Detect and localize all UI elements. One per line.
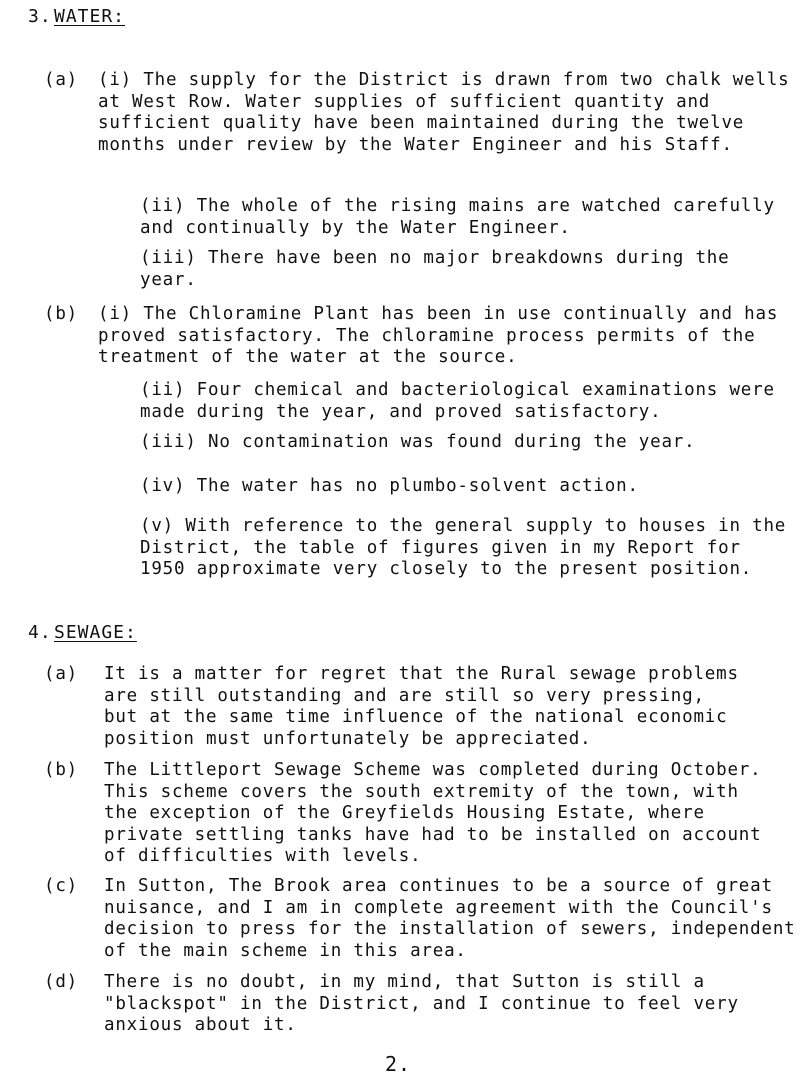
item-3b-v: (v) With reference to the general supply to houses in the District, the table of figures given in my Report for 1950 approximate very closely to the present position. [140,516,787,579]
paragraph-4a [44,664,744,754]
item-3b-iv: (iv) The water has no plumbo-solvent action. [140,476,639,496]
paragraph-4c [44,876,796,966]
item-3a-iii: (iii) There have been no major breakdowns during the year. [140,248,730,290]
item-3b-iii: (iii) No contamination was found during the year. [140,432,696,452]
paragraph-letter: (b) [44,304,79,324]
paragraph-4b [44,760,784,872]
section-number: 4. [28,622,52,643]
paragraph-text: The Littleport Sewage Scheme was completed during October. This scheme covers the south extremity of the town, with the exception of the Greyfields Housing Estate, where private settling tanks have had to be installed on account of difficulties with levels. [104,760,762,866]
paragraph-text: There is no doubt, in my mind, that Sutton is still a "blackspot" in the District, and I continue to feel very anxious about it. [104,972,739,1035]
paragraph-letter: (d) [44,972,79,992]
paragraph-letter: (a) [44,70,79,90]
section-title: WATER: [54,6,126,27]
item-3b-i: (i) The Chloramine Plant has been in use continually and has proved satisfactory. The chloramine process permits of the treatment of the water at the source. [98,304,779,367]
paragraph-letter: (a) [44,664,79,684]
item-3a-ii: (ii) The whole of the rising mains are watched carefully and continually by the Water Engineer. [140,196,775,238]
page-number: 2. [385,1052,412,1076]
paragraph-text: In Sutton, The Brook area continues to be a source of great nuisance, and I am in complete agreement with the Council's decision to press for the installation of sewers, independent of the main scheme in this area. [104,876,796,961]
section-heading-water [28,6,125,27]
section-number: 3. [28,6,52,27]
item-3b-ii: (ii) Four chemical and bacteriological examinations were made during the year, and proved satisfactory. [140,380,775,422]
paragraph-letter: (c) [44,876,79,896]
section-heading-sewage [28,622,137,643]
paragraph-letter: (b) [44,760,79,780]
paragraph-text: It is a matter for regret that the Rural sewage problems are still outstanding and are still so very pressing, but at the same time influence of the national economic position must unfortunately be appreciated. [104,664,739,749]
paragraph-4d [44,972,796,1042]
section-title: SEWAGE: [54,622,137,643]
item-3a-i: (i) The supply for the District is drawn from two chalk wells at West Row. Water supplies of sufficient quantity and sufficient quality have been maintained during the twelve months under review by the Water Engineer and his Staff. [98,70,790,155]
